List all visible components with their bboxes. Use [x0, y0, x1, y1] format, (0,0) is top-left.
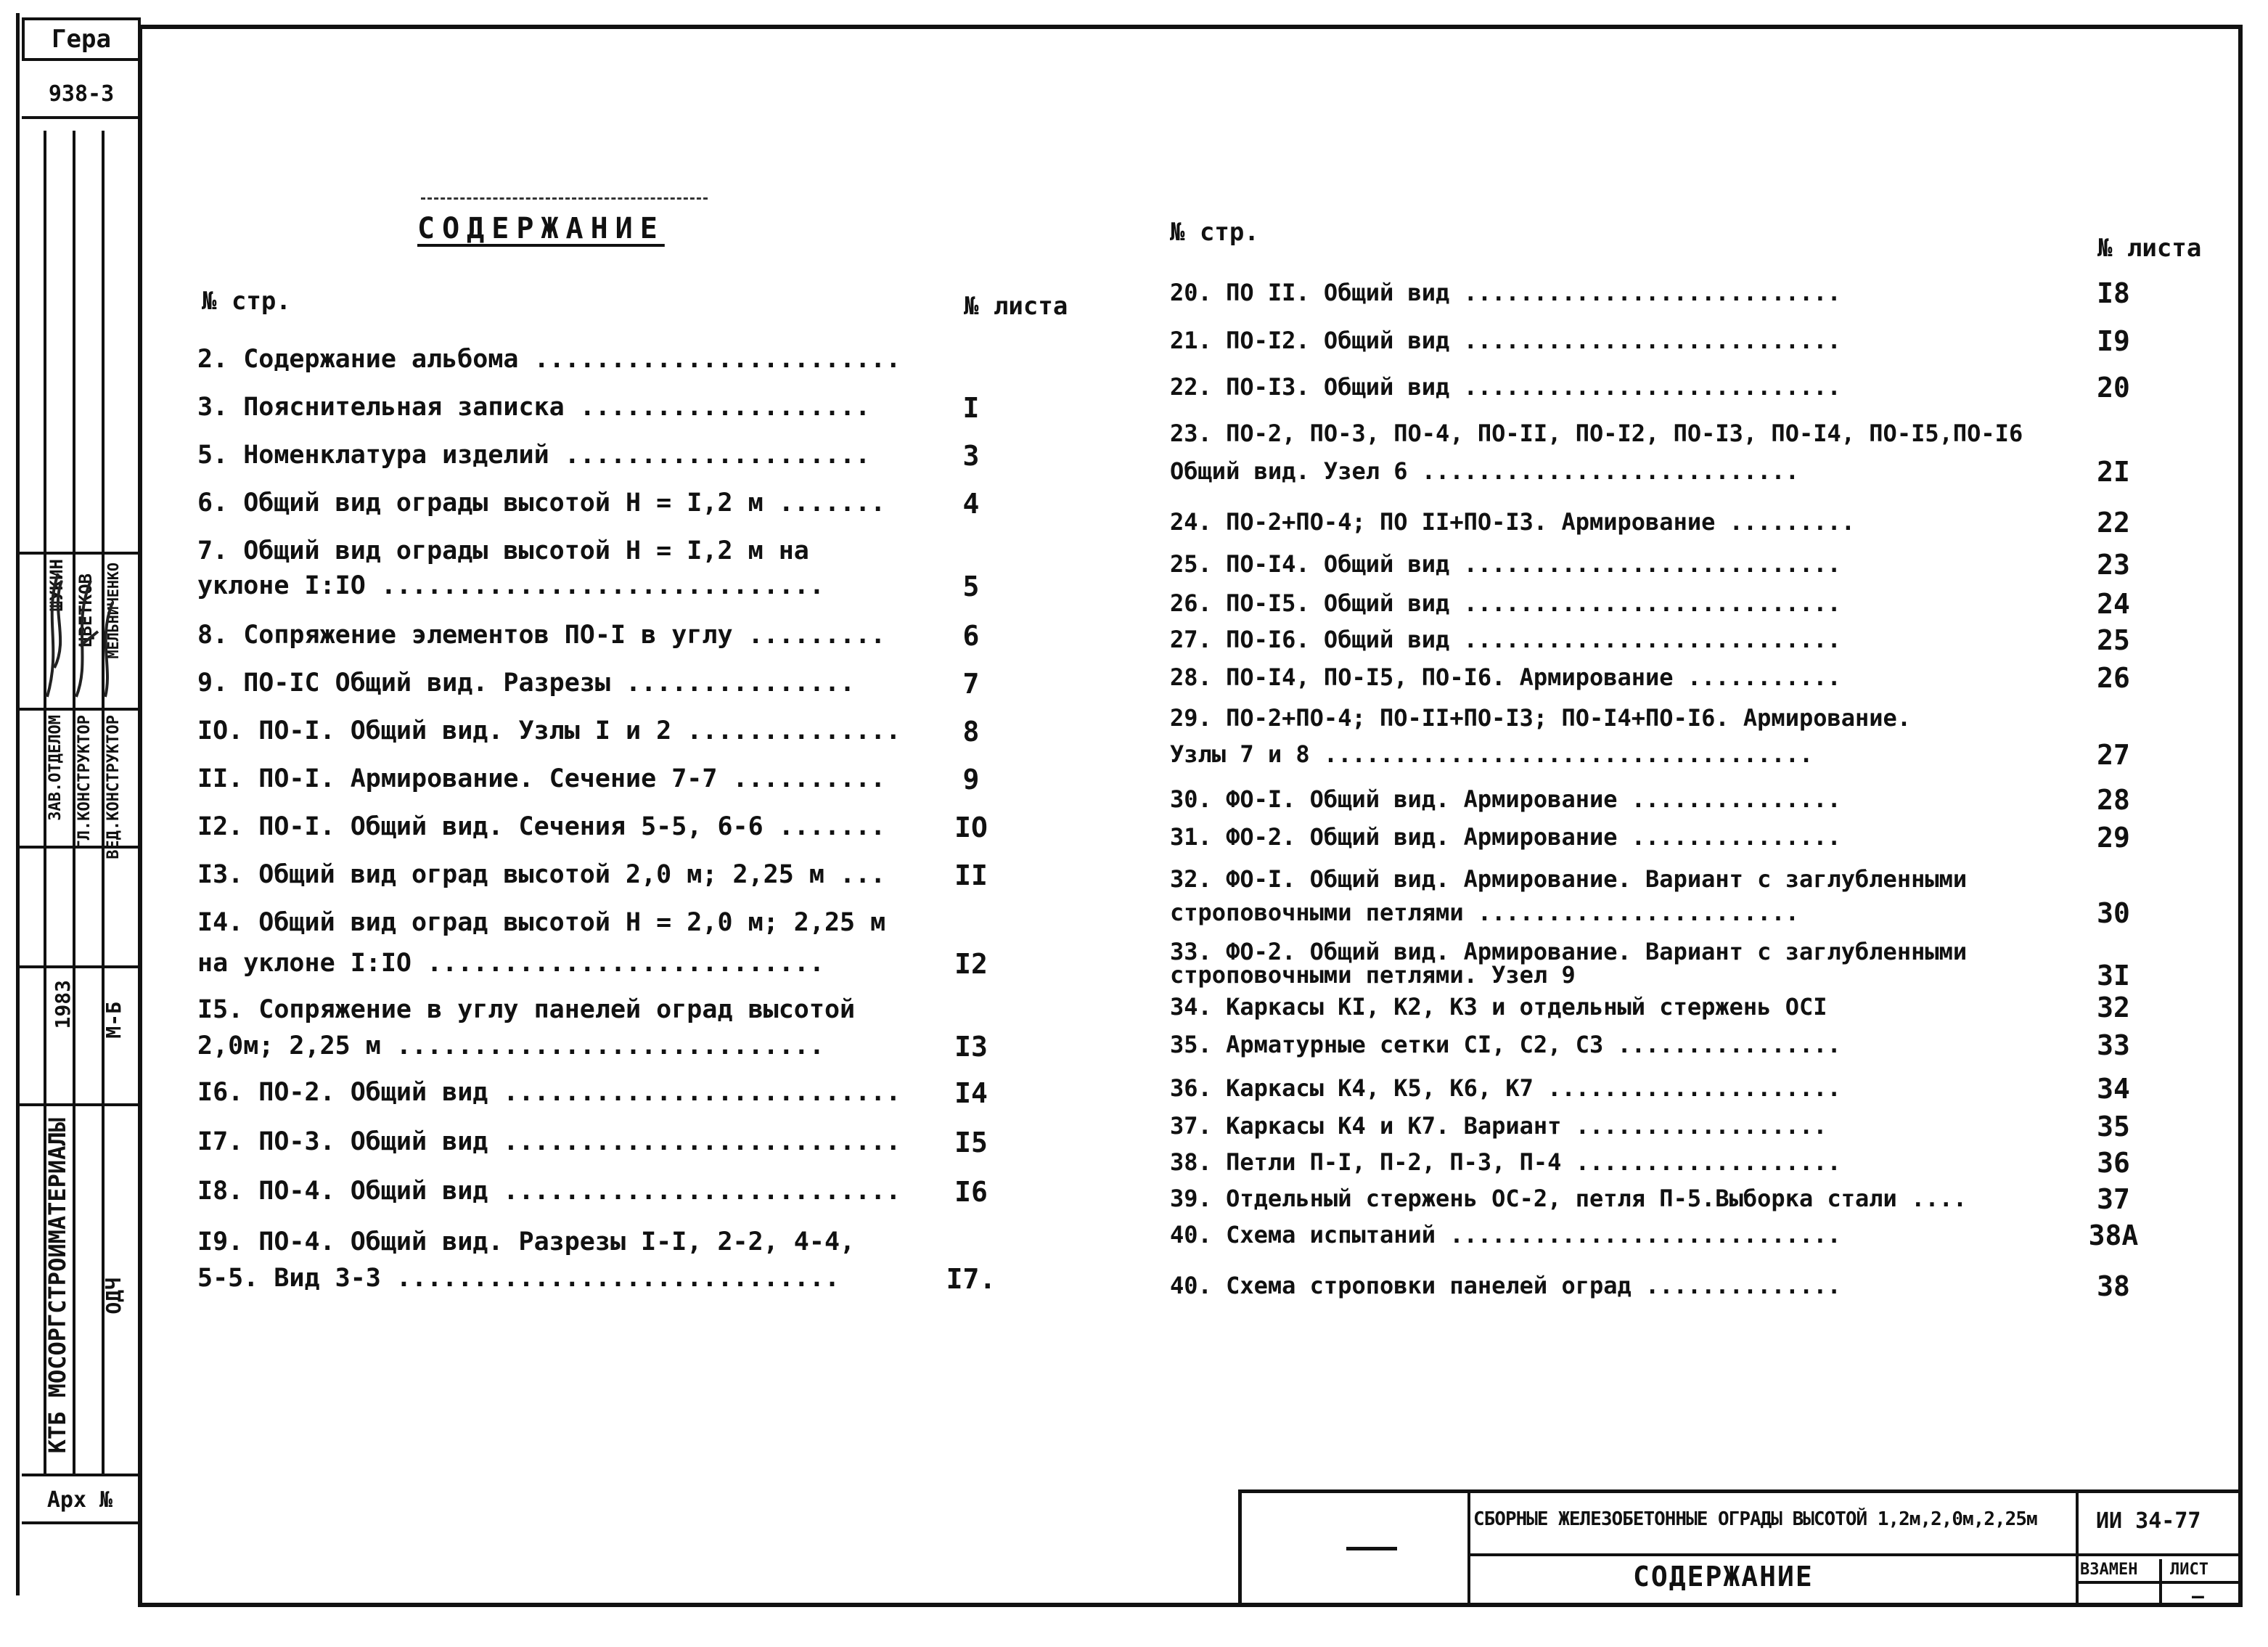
stamp-year: 1983 — [51, 980, 75, 1029]
title-block-divider — [1467, 1489, 1470, 1607]
sheet-number: 38А — [2088, 1219, 2139, 1251]
sheet-number: 7 — [962, 668, 980, 700]
stamp-row-line — [16, 552, 139, 555]
contents-row: уклоне I:IO ............................. — [197, 571, 824, 600]
contents-row: I4. Общий вид оград высотой Н = 2,0 м; 2,25 м — [197, 908, 886, 937]
contents-row: 2,0м; 2,25 м ............................ — [197, 1031, 824, 1060]
stamp-organization: КТБ МОСОРГСТРОЙМАТЕРИАЛЫ — [44, 1118, 71, 1454]
sheet-number: 22 — [2097, 507, 2130, 539]
sheet-number: I4 — [954, 1077, 988, 1109]
contents-row: 5-5. Вид 3-3 ............................. — [197, 1264, 840, 1293]
sheet-number: 6 — [962, 620, 980, 652]
sheet-number: I8 — [2097, 277, 2130, 309]
sheet-number: IO — [954, 812, 988, 843]
stamp-row-line — [16, 1103, 139, 1106]
contents-row: строповочными петлями. Узел 9 — [1170, 961, 1576, 989]
sheet-number: I9 — [2097, 325, 2130, 357]
sheet-number: 23 — [2097, 549, 2130, 581]
contents-row: 21. ПО-I2. Общий вид ........................... — [1170, 327, 1841, 354]
contents-row: 25. ПО-I4. Общий вид ........................... — [1170, 550, 1841, 578]
sheet-number: 28 — [2097, 784, 2130, 816]
contents-row: 32. ФО-I. Общий вид. Армирование. Вариант с заглубленными — [1170, 865, 1968, 893]
contents-row: 40. Схема строповки панелей оград .............. — [1170, 1272, 1841, 1299]
stamp-row-line — [16, 965, 139, 968]
contents-row: I6. ПО-2. Общий вид .......................... — [197, 1078, 901, 1107]
stamp-name-2: ЦВЕТКОВ — [75, 573, 96, 647]
sheet-number: 2I — [2097, 456, 2130, 488]
title-block-divider — [2076, 1489, 2079, 1607]
contents-row: 33. ФО-2. Общий вид. Армирование. Вариант с заглубленными — [1170, 938, 1968, 965]
title-block-rule — [1467, 1553, 2243, 1556]
stamp-role-2: ГЛ.КОНСТРУКТОР — [75, 715, 94, 850]
sheet-number: 36 — [2097, 1147, 2130, 1179]
stamp-department: ОДЧ — [102, 1278, 126, 1315]
contents-row: II. ПО-I. Армирование. Сечение 7-7 .......... — [197, 764, 886, 793]
title-dashed-rule — [421, 197, 708, 200]
page-title: СОДЕРЖАНИЕ — [417, 212, 665, 245]
sheet-number: I2 — [954, 948, 988, 980]
sheet-number: 34 — [2097, 1073, 2130, 1105]
sheet-number: 30 — [2097, 897, 2130, 929]
title-block-series: ИИ 34-77 — [2096, 1508, 2201, 1534]
contents-row: I2. ПО-I. Общий вид. Сечения 5-5, 6-6 ....... — [197, 812, 886, 841]
contents-row: 40. Схема испытаний ............................ — [1170, 1221, 1841, 1248]
sheet-number: 9 — [962, 764, 980, 796]
contents-row: 38. Петли П-I, П-2, П-3, П-4 ................... — [1170, 1148, 1841, 1176]
contents-row: I5. Сопряжение в углу панелей оград высотой — [197, 995, 856, 1024]
signature-scribbles — [40, 559, 120, 704]
contents-row: Общий вид. Узел 6 ........................... — [1170, 457, 1799, 485]
sheet-number: 5 — [962, 571, 980, 602]
sheet-number: 35 — [2097, 1111, 2130, 1143]
sheet-number: 33 — [2097, 1029, 2130, 1061]
sheet-number: 38 — [2097, 1270, 2130, 1302]
contents-row: 37. Каркасы К4 и К7. Вариант .................. — [1170, 1112, 1827, 1140]
title-block-rule — [2076, 1581, 2243, 1584]
title-block-sheet-value: — — [2192, 1584, 2204, 1608]
title-block-dash — [1346, 1547, 1397, 1550]
title-block-sheet-name: СОДЕРЖАНИЕ — [1633, 1561, 1814, 1593]
sheet-number: 3 — [962, 440, 980, 472]
contents-row: 31. ФО-2. Общий вид. Армирование ............... — [1170, 823, 1841, 851]
contents-row: I7. ПО-3. Общий вид .......................... — [197, 1127, 901, 1156]
contents-row: 8. Сопряжение элементов ПО-I в углу ......... — [197, 621, 886, 650]
title-block-sheet-label: ЛИСТ — [2170, 1561, 2208, 1579]
contents-row: 30. ФО-I. Общий вид. Армирование ............... — [1170, 785, 1841, 813]
sheet-number: I7. — [946, 1263, 996, 1295]
sheet-number: 37 — [2097, 1183, 2130, 1215]
sheet-number: 4 — [962, 488, 980, 520]
sheet-number: II — [954, 859, 988, 891]
stamp-scale: М-Б — [102, 1002, 126, 1039]
sheet-number: 25 — [2097, 624, 2130, 656]
contents-row: 20. ПО II. Общий вид ........................... — [1170, 279, 1841, 306]
contents-row: 23. ПО-2, ПО-3, ПО-4, ПО-II, ПО-I2, ПО-I3, ПО-I4, ПО-I5,ПО-I6 — [1170, 420, 2023, 447]
stamp-border-line — [138, 131, 141, 1604]
sheet-number: 29 — [2097, 822, 2130, 854]
sheet-number: 24 — [2097, 588, 2130, 620]
contents-row: Узлы 7 и 8 ................................... — [1170, 740, 1814, 768]
contents-row: 2. Содержание альбома ........................ — [197, 345, 901, 374]
sheet-number: 3I — [2097, 960, 2130, 992]
left-page-header: № стр. — [202, 287, 291, 316]
sheet-number: 26 — [2097, 662, 2130, 694]
stamp-top-code: Гера — [22, 17, 141, 61]
stamp-name-1: ШУКИН — [46, 559, 67, 612]
stamp-role-3: ВЕД.КОНСТРУКТОР — [105, 715, 123, 859]
stamp-role-1: ЗАВ.ОТДЕЛОМ — [46, 715, 65, 821]
contents-row: 7. Общий вид ограды высотой Н = I,2 м на — [197, 536, 809, 565]
contents-row: 39. Отдельный стержень ОС-2, петля П-5.Выборка стали .... — [1170, 1185, 1968, 1212]
contents-row: I3. Общий вид оград высотой 2,0 м; 2,25 м ... — [197, 860, 886, 889]
contents-row: 36. Каркасы К4, К5, К6, К7 ..................... — [1170, 1074, 1841, 1102]
contents-row: I8. ПО-4. Общий вид .......................... — [197, 1177, 901, 1206]
contents-row: 29. ПО-2+ПО-4; ПО-II+ПО-I3; ПО-I4+ПО-I6. Армирование. — [1170, 704, 1912, 732]
contents-row: 27. ПО-I6. Общий вид ........................... — [1170, 626, 1841, 653]
contents-row: I9. ПО-4. Общий вид. Разрезы I-I, 2-2, 4-4, — [197, 1227, 856, 1256]
sheet-number: I5 — [954, 1127, 988, 1158]
contents-row: 26. ПО-I5. Общий вид ........................... — [1170, 589, 1841, 617]
sheet-number: I3 — [954, 1031, 988, 1063]
sheet-number: I — [962, 392, 980, 424]
contents-row: строповочными петлями ....................... — [1170, 899, 1799, 926]
stamp-row-line — [16, 708, 139, 711]
sheet-number: 27 — [2097, 739, 2130, 771]
stamp-name-3: МЕЛЬНИЧЕНКО — [105, 563, 122, 659]
contents-row: IO. ПО-I. Общий вид. Узлы I и 2 .............. — [197, 716, 901, 745]
contents-row: 22. ПО-I3. Общий вид ........................... — [1170, 373, 1841, 401]
left-sheet-header: № листа — [964, 292, 1068, 321]
contents-row: 3. Пояснительная записка ................... — [197, 393, 871, 422]
contents-row: 5. Номенклатура изделий .................... — [197, 441, 871, 470]
contents-row: 6. Общий вид ограды высотой Н = I,2 м ....... — [197, 489, 886, 518]
contents-row: 24. ПО-2+ПО-4; ПО II+ПО-I3. Армирование ......... — [1170, 508, 1856, 536]
archive-number-label: Арх № — [22, 1474, 138, 1524]
contents-row: 34. Каркасы КI, К2, К3 и отдельный стержень ОСI — [1170, 993, 1827, 1021]
contents-row: 9. ПО-IC Общий вид. Разрезы ............... — [197, 669, 856, 698]
title-block-replaces: ВЗАМЕН — [2080, 1561, 2138, 1579]
title-block-description: СБОРНЫЕ ЖЕЛЕЗОБЕТОННЫЕ ОГРАДЫ ВЫСОТОЙ 1,2м,2,0м,2,25м — [1473, 1508, 2037, 1530]
contents-row: 28. ПО-I4, ПО-I5, ПО-I6. Армирование ........... — [1170, 663, 1841, 691]
sheet-number: I6 — [954, 1176, 988, 1208]
sheet-number: 20 — [2097, 372, 2130, 404]
contents-row: на уклоне I:IO .......................... — [197, 949, 824, 978]
right-page-header: № стр. — [1170, 218, 1259, 247]
contents-row: 35. Арматурные сетки СI, С2, С3 ................ — [1170, 1031, 1841, 1058]
stamp-album-number: 938-3 — [22, 73, 141, 119]
sheet-number: 32 — [2097, 992, 2130, 1023]
sheet-number: 8 — [962, 716, 980, 748]
right-sheet-header: № листа — [2097, 234, 2202, 263]
